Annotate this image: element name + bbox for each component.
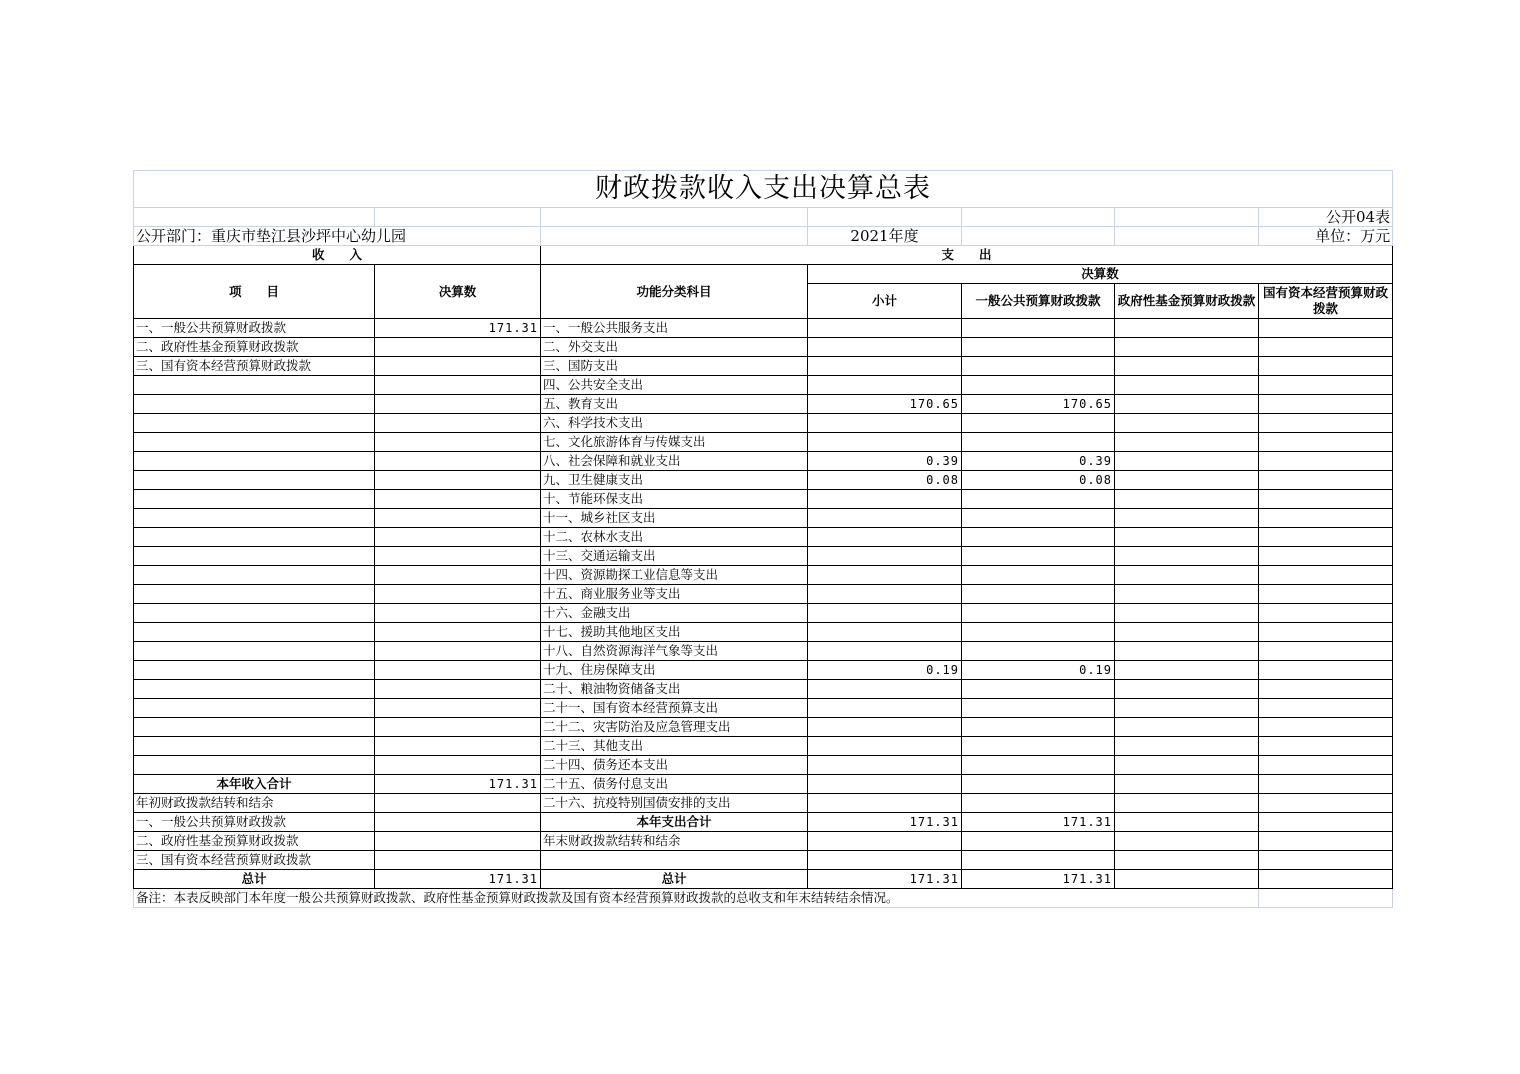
page-title: 财政拨款收入支出决算总表: [134, 171, 1393, 208]
gov-fund-cell: [1115, 737, 1259, 756]
state-capital-cell: [1259, 414, 1393, 433]
general-budget-cell: [962, 832, 1115, 851]
item-cell: 三、国有资本经营预算财政拨款: [134, 357, 375, 376]
general-budget-cell: 0.08: [962, 471, 1115, 490]
item-cell: [134, 528, 375, 547]
general-budget-cell: 170.65: [962, 395, 1115, 414]
subtotal-cell: [808, 623, 962, 642]
func-category-cell: 十二、农林水支出: [541, 528, 808, 547]
gov-fund-cell: [1115, 680, 1259, 699]
table-row: [134, 661, 1393, 680]
gov-fund-cell: [1115, 775, 1259, 794]
func-category-cell: 二十二、灾害防治及应急管理支出: [541, 718, 808, 737]
general-budget-cell: 0.39: [962, 452, 1115, 471]
gov-fund-cell: [1115, 661, 1259, 680]
general-budget-cell: [962, 585, 1115, 604]
gov-fund-cell: [1115, 718, 1259, 737]
table-row: [134, 604, 1393, 623]
item-cell: [134, 585, 375, 604]
amount-cell: 171.31: [375, 319, 541, 338]
state-capital-cell: [1259, 471, 1393, 490]
item-cell: [134, 566, 375, 585]
func-category-cell: 二十三、其他支出: [541, 737, 808, 756]
func-category-cell: 二十、粮油物资储备支出: [541, 680, 808, 699]
general-budget-cell: [962, 851, 1115, 870]
gov-fund-cell: [1115, 642, 1259, 661]
item-cell: [134, 414, 375, 433]
func-category-cell: 六、科学技术支出: [541, 414, 808, 433]
func-category-cell: [541, 851, 808, 870]
blank-cell: [1115, 227, 1259, 246]
state-capital-cell: [1259, 452, 1393, 471]
gov-fund-header: 政府性基金预算财政拨款: [1115, 284, 1259, 319]
item-cell: 年初财政拨款结转和结余: [134, 794, 375, 813]
item-cell: 总计: [134, 870, 375, 889]
item-cell: 二、政府性基金预算财政拨款: [134, 338, 375, 357]
state-capital-cell: [1259, 699, 1393, 718]
blank-cell: [134, 208, 375, 227]
item-cell: [134, 452, 375, 471]
func-category-cell: 十、节能环保支出: [541, 490, 808, 509]
item-cell: [134, 623, 375, 642]
table-row: [134, 737, 1393, 756]
state-capital-cell: [1259, 528, 1393, 547]
gov-fund-cell: [1115, 433, 1259, 452]
state-capital-cell: [1259, 395, 1393, 414]
gov-fund-cell: [1115, 357, 1259, 376]
table-row: [134, 395, 1393, 414]
general-budget-cell: [962, 509, 1115, 528]
item-cell: [134, 737, 375, 756]
state-capital-cell: [1259, 376, 1393, 395]
amount-cell: [375, 661, 541, 680]
state-capital-cell: [1259, 433, 1393, 452]
subtotal-cell: [808, 547, 962, 566]
subtotal-cell: [808, 737, 962, 756]
subtotal-cell: [808, 414, 962, 433]
general-budget-cell: [962, 775, 1115, 794]
func-category-cell: 五、教育支出: [541, 395, 808, 414]
table-row: [134, 490, 1393, 509]
amount-cell: [375, 851, 541, 870]
item-cell: [134, 376, 375, 395]
state-capital-cell: [1259, 357, 1393, 376]
state-capital-cell: [1259, 870, 1393, 889]
table-row: [134, 851, 1393, 870]
footnote: 备注：本表反映部门本年度一般公共预算财政拨款、政府性基金预算财政拨款及国有资本经营预算财政拨款的总收支和年末结转结余情况。: [134, 889, 1259, 908]
gov-fund-cell: [1115, 509, 1259, 528]
amount-cell: [375, 623, 541, 642]
table-row: [134, 528, 1393, 547]
gov-fund-cell: [1115, 604, 1259, 623]
blank-cell: [962, 227, 1115, 246]
item-cell: [134, 661, 375, 680]
item-cell: 一、一般公共预算财政拨款: [134, 319, 375, 338]
general-budget-cell: [962, 566, 1115, 585]
state-capital-cell: [1259, 851, 1393, 870]
item-cell: [134, 509, 375, 528]
table-row: [134, 338, 1393, 357]
subtotal-cell: [808, 604, 962, 623]
item-cell: [134, 680, 375, 699]
subtotal-cell: 0.08: [808, 471, 962, 490]
report-table: [133, 170, 1393, 908]
func-category-header: 功能分类科目: [541, 265, 808, 319]
gov-fund-cell: [1115, 794, 1259, 813]
func-category-cell: 八、社会保障和就业支出: [541, 452, 808, 471]
general-budget-cell: [962, 319, 1115, 338]
subtotal-cell: [808, 338, 962, 357]
item-cell: 一、一般公共预算财政拨款: [134, 813, 375, 832]
general-budget-cell: [962, 737, 1115, 756]
subtotal-cell: 171.31: [808, 870, 962, 889]
table-row: [134, 509, 1393, 528]
table-row: [134, 471, 1393, 490]
func-category-cell: 三、国防支出: [541, 357, 808, 376]
subtotal-cell: [808, 566, 962, 585]
gov-fund-cell: [1115, 851, 1259, 870]
subtotal-cell: [808, 490, 962, 509]
subtotal-cell: [808, 680, 962, 699]
state-capital-cell: [1259, 680, 1393, 699]
general-budget-cell: 0.19: [962, 661, 1115, 680]
gov-fund-cell: [1115, 452, 1259, 471]
amount-cell: [375, 452, 541, 471]
blank-cell: [541, 208, 808, 227]
table-row: [134, 452, 1393, 471]
gov-fund-cell: [1115, 528, 1259, 547]
item-cell: [134, 547, 375, 566]
state-capital-cell: [1259, 509, 1393, 528]
subtotal-header: 小计: [808, 284, 962, 319]
amount-cell: 171.31: [375, 775, 541, 794]
func-category-cell: 十八、自然资源海洋气象等支出: [541, 642, 808, 661]
department-label: 公开部门：重庆市垫江县沙坪中心幼儿园: [134, 227, 541, 246]
amount-cell: [375, 794, 541, 813]
table-row: [134, 357, 1393, 376]
general-budget-cell: [962, 547, 1115, 566]
amount-cell: [375, 490, 541, 509]
amount-cell: [375, 585, 541, 604]
amount-cell: [375, 718, 541, 737]
table-row: [134, 547, 1393, 566]
fiscal-year: 2021年度: [808, 227, 962, 246]
state-capital-cell: [1259, 775, 1393, 794]
amount-cell: [375, 433, 541, 452]
expense-header: 支 出: [541, 246, 1393, 265]
amount-cell: [375, 471, 541, 490]
amount-header: 决算数: [375, 265, 541, 319]
item-cell: [134, 471, 375, 490]
gov-fund-cell: [1115, 376, 1259, 395]
amount-cell: [375, 509, 541, 528]
item-cell: [134, 718, 375, 737]
item-cell: 三、国有资本经营预算财政拨款: [134, 851, 375, 870]
amount-cell: [375, 813, 541, 832]
subtotal-cell: [808, 357, 962, 376]
table-row: [134, 756, 1393, 775]
subtotal-cell: [808, 433, 962, 452]
subtotal-cell: [808, 376, 962, 395]
subtotal-cell: [808, 509, 962, 528]
table-row: [134, 376, 1393, 395]
func-category-cell: 二、外交支出: [541, 338, 808, 357]
general-budget-cell: [962, 604, 1115, 623]
state-capital-cell: [1259, 794, 1393, 813]
item-cell: [134, 756, 375, 775]
subtotal-cell: 0.39: [808, 452, 962, 471]
subtotal-cell: 170.65: [808, 395, 962, 414]
unit-label: 单位：万元: [1259, 227, 1393, 246]
gov-fund-cell: [1115, 338, 1259, 357]
amount-cell: [375, 528, 541, 547]
gov-fund-cell: [1115, 585, 1259, 604]
state-capital-cell: [1259, 642, 1393, 661]
func-category-cell: 九、卫生健康支出: [541, 471, 808, 490]
gov-fund-cell: [1115, 395, 1259, 414]
subtotal-cell: [808, 699, 962, 718]
blank-cell: [1259, 889, 1393, 908]
form-number: 公开04表: [1259, 208, 1393, 227]
general-budget-cell: [962, 433, 1115, 452]
func-category-cell: 二十六、抗疫特别国债安排的支出: [541, 794, 808, 813]
amount-cell: [375, 699, 541, 718]
amount-cell: [375, 338, 541, 357]
subtotal-cell: [808, 851, 962, 870]
amount-cell: [375, 604, 541, 623]
state-capital-header: 国有资本经营预算财政拨款: [1259, 284, 1393, 319]
state-capital-cell: [1259, 490, 1393, 509]
func-category-cell: 十四、资源勘探工业信息等支出: [541, 566, 808, 585]
table-row: [134, 870, 1393, 889]
table-row: [134, 566, 1393, 585]
table-row: [134, 433, 1393, 452]
subtotal-cell: [808, 642, 962, 661]
gov-fund-cell: [1115, 471, 1259, 490]
state-capital-cell: [1259, 737, 1393, 756]
amount-cell: 171.31: [375, 870, 541, 889]
general-budget-cell: [962, 699, 1115, 718]
item-header: 项 目: [134, 265, 375, 319]
func-category-cell: 本年支出合计: [541, 813, 808, 832]
gov-fund-cell: [1115, 490, 1259, 509]
general-budget-cell: [962, 490, 1115, 509]
table-row: [134, 794, 1393, 813]
func-category-cell: 十九、住房保障支出: [541, 661, 808, 680]
state-capital-cell: [1259, 813, 1393, 832]
gov-fund-cell: [1115, 813, 1259, 832]
general-budget-cell: [962, 623, 1115, 642]
item-cell: [134, 395, 375, 414]
table-row: [134, 623, 1393, 642]
table-row: [134, 699, 1393, 718]
amount-cell: [375, 414, 541, 433]
item-cell: 本年收入合计: [134, 775, 375, 794]
item-cell: [134, 699, 375, 718]
income-header: 收 入: [134, 246, 541, 265]
amount-cell: [375, 566, 541, 585]
gov-fund-cell: [1115, 566, 1259, 585]
blank-cell: [962, 208, 1115, 227]
general-budget-cell: [962, 376, 1115, 395]
state-capital-cell: [1259, 661, 1393, 680]
item-cell: [134, 490, 375, 509]
gov-fund-cell: [1115, 414, 1259, 433]
subtotal-cell: [808, 319, 962, 338]
state-capital-cell: [1259, 547, 1393, 566]
table-row: [134, 813, 1393, 832]
general-budget-cell: [962, 357, 1115, 376]
gov-fund-cell: [1115, 832, 1259, 851]
general-budget-cell: 171.31: [962, 870, 1115, 889]
table-row: [134, 718, 1393, 737]
amount-cell: [375, 680, 541, 699]
func-category-cell: 二十五、债务付息支出: [541, 775, 808, 794]
table-row: [134, 775, 1393, 794]
item-cell: 二、政府性基金预算财政拨款: [134, 832, 375, 851]
general-budget-cell: [962, 414, 1115, 433]
subtotal-cell: [808, 585, 962, 604]
func-category-cell: 二十一、国有资本经营预算支出: [541, 699, 808, 718]
general-budget-cell: 171.31: [962, 813, 1115, 832]
gov-fund-cell: [1115, 319, 1259, 338]
subtotal-cell: 0.19: [808, 661, 962, 680]
blank-cell: [541, 227, 808, 246]
gov-fund-cell: [1115, 623, 1259, 642]
blank-cell: [1115, 208, 1259, 227]
func-category-cell: 年末财政拨款结转和结余: [541, 832, 808, 851]
func-category-cell: 十七、援助其他地区支出: [541, 623, 808, 642]
gov-fund-cell: [1115, 870, 1259, 889]
blank-cell: [808, 208, 962, 227]
subtotal-cell: [808, 528, 962, 547]
amount-cell: [375, 737, 541, 756]
func-category-cell: 十三、交通运输支出: [541, 547, 808, 566]
table-row: [134, 642, 1393, 661]
general-budget-cell: [962, 528, 1115, 547]
general-budget-cell: [962, 680, 1115, 699]
blank-cell: [375, 208, 541, 227]
state-capital-cell: [1259, 338, 1393, 357]
func-category-cell: 十六、金融支出: [541, 604, 808, 623]
gov-fund-cell: [1115, 547, 1259, 566]
func-category-cell: 总计: [541, 870, 808, 889]
subtotal-cell: [808, 775, 962, 794]
table-row: [134, 585, 1393, 604]
state-capital-cell: [1259, 604, 1393, 623]
state-capital-cell: [1259, 832, 1393, 851]
state-capital-cell: [1259, 585, 1393, 604]
amount-cell: [375, 832, 541, 851]
general-budget-cell: [962, 338, 1115, 357]
amount-cell: [375, 395, 541, 414]
state-capital-cell: [1259, 319, 1393, 338]
state-capital-cell: [1259, 718, 1393, 737]
gov-fund-cell: [1115, 756, 1259, 775]
func-category-cell: 十一、城乡社区支出: [541, 509, 808, 528]
general-budget-cell: [962, 756, 1115, 775]
item-cell: [134, 433, 375, 452]
amount-cell: [375, 756, 541, 775]
subtotal-cell: 171.31: [808, 813, 962, 832]
general-budget-cell: [962, 794, 1115, 813]
item-cell: [134, 604, 375, 623]
amount-cell: [375, 357, 541, 376]
subtotal-cell: [808, 718, 962, 737]
general-budget-cell: [962, 642, 1115, 661]
state-capital-cell: [1259, 566, 1393, 585]
amount-cell: [375, 376, 541, 395]
func-category-cell: 四、公共安全支出: [541, 376, 808, 395]
table-row: [134, 832, 1393, 851]
func-category-cell: 十五、商业服务业等支出: [541, 585, 808, 604]
state-capital-cell: [1259, 756, 1393, 775]
subtotal-cell: [808, 756, 962, 775]
report-sheet: [133, 170, 1392, 908]
func-category-cell: 七、文化旅游体育与传媒支出: [541, 433, 808, 452]
func-category-cell: 二十四、债务还本支出: [541, 756, 808, 775]
amount-cell: [375, 547, 541, 566]
subtotal-cell: [808, 832, 962, 851]
final-amount-header: 决算数: [808, 265, 1393, 284]
table-row: [134, 319, 1393, 338]
item-cell: [134, 642, 375, 661]
table-row: [134, 414, 1393, 433]
gov-fund-cell: [1115, 699, 1259, 718]
func-category-cell: 一、一般公共服务支出: [541, 319, 808, 338]
subtotal-cell: [808, 794, 962, 813]
state-capital-cell: [1259, 623, 1393, 642]
amount-cell: [375, 642, 541, 661]
general-budget-cell: [962, 718, 1115, 737]
table-row: [134, 680, 1393, 699]
general-budget-header: 一般公共预算财政拨款: [962, 284, 1115, 319]
